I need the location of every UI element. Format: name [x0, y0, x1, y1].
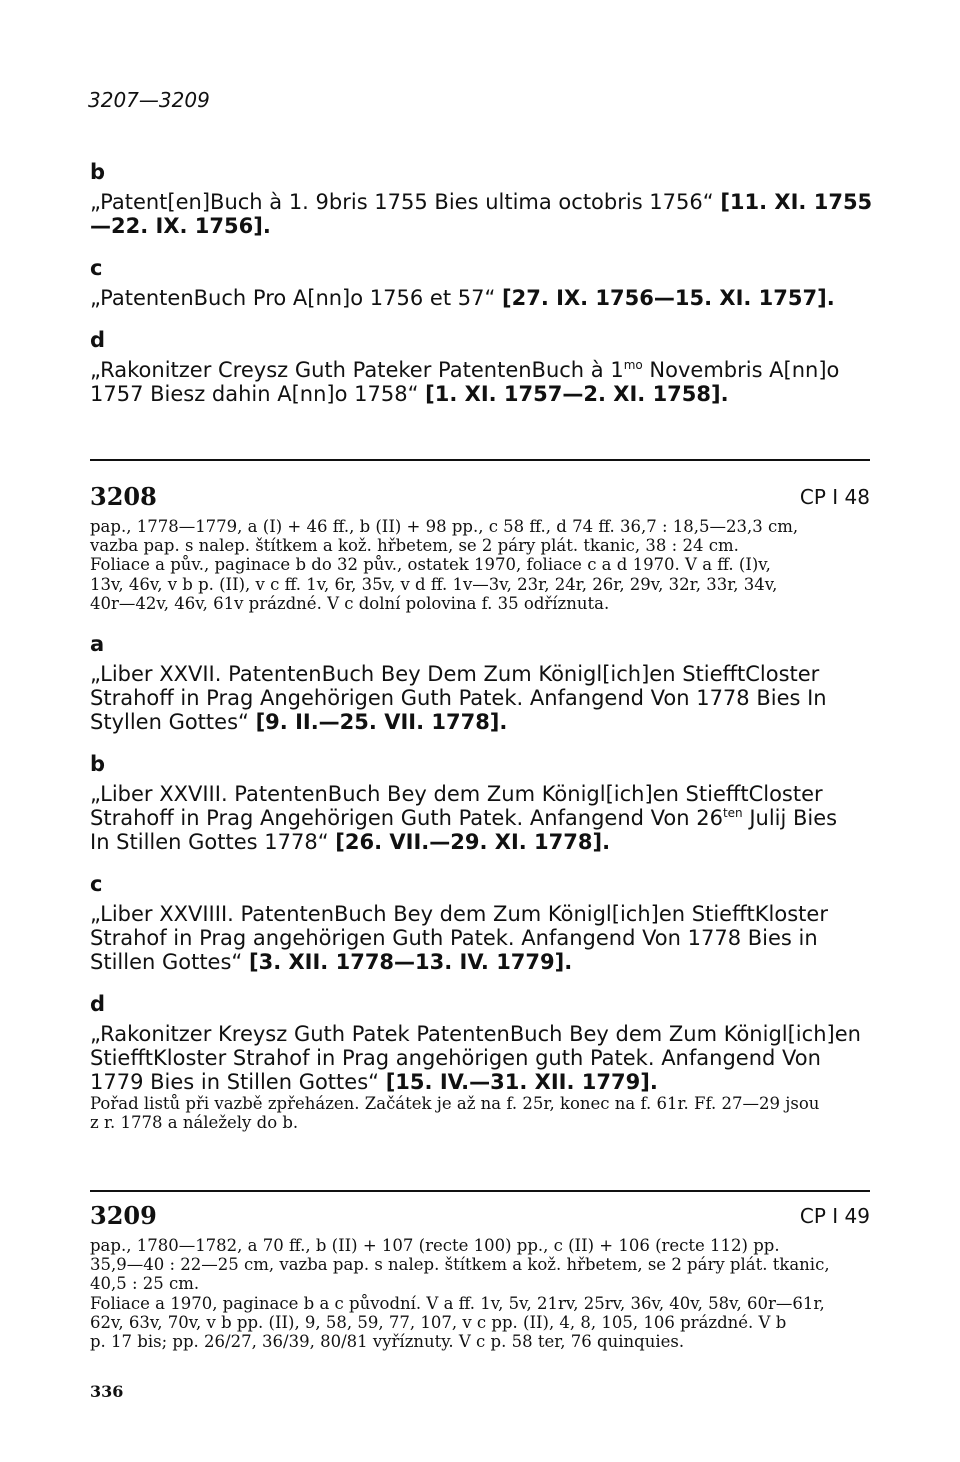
- item-siglum: d: [90, 992, 106, 1016]
- item-title-line: [90, 662, 819, 686]
- text-line: z r. 1778 a náležely do b.: [90, 1113, 299, 1133]
- item-title-line: [90, 214, 271, 238]
- date-range: [9. II.—25. VII. 1778].: [255, 710, 508, 734]
- item-title-line: [90, 902, 828, 926]
- entry-number-3208: 3208: [90, 482, 157, 511]
- date-range: [3. XII. 1778—13. IV. 1779].: [248, 950, 573, 974]
- item-title-line: [90, 806, 837, 830]
- entry-number-3209: 3209: [90, 1201, 157, 1230]
- item-siglum: b: [90, 752, 106, 776]
- title-text: In Stillen Gottes 1778“: [90, 830, 336, 854]
- running-head: 3207—3209: [88, 88, 210, 112]
- text-line: 13v, 46v, v b p. (II), v c ff. 1v, 6r, 35v, v d ff. 1v—3v, 23r, 24r, 26r, 29v, 32r, 33r, 34v,: [90, 574, 778, 594]
- text-line: Pořad listů při vazbě zpřeházen. Začátek je až na f. 25r, konec na f. 61r. Ff. 27—29 jsou: [90, 1094, 820, 1113]
- text-line: pap., 1780—1782, a 70 ff., b (II) + 107 (recte 100) pp., c (II) + 106 (recte 112) pp.: [90, 1236, 780, 1255]
- item-title-line: [90, 286, 835, 310]
- title-text: StiefftKloster Strahof in Prag angehörigen guth Patek. Anfangend Von: [90, 1046, 821, 1070]
- title-text: „Rakonitzer Creysz Guth Pateker PatentenBuch à 1: [90, 358, 624, 382]
- date-range: [15. IV.—31. XII. 1779].: [385, 1070, 658, 1094]
- item-siglum: c: [90, 256, 103, 280]
- title-text: 1757 Biesz dahin A[nn]o 1758“: [90, 382, 426, 406]
- item-title-line: [90, 1022, 861, 1046]
- date-range: [26. VII.—29. XI. 1778].: [335, 830, 611, 854]
- date-range: —22. IX. 1756].: [90, 214, 271, 238]
- section-divider: [90, 459, 870, 461]
- title-text: Stillen Gottes“: [90, 950, 249, 974]
- title-text: „Liber XXVIIII. PatentenBuch Bey dem Zum Königl[ich]en StiefftKloster: [90, 902, 828, 926]
- item-title-line: [90, 1046, 821, 1070]
- item-siglum: d: [90, 328, 106, 352]
- item-title-line: [90, 926, 818, 950]
- superscript: ten: [722, 806, 743, 820]
- title-text: 1779 Bies in Stillen Gottes“: [90, 1070, 386, 1094]
- item-siglum: c: [90, 872, 103, 896]
- item-siglum: a: [90, 632, 105, 656]
- text-line: Foliace a pův., paginace b do 32 pův., ostatek 1970, foliace c a d 1970. V a ff. (I)v,: [90, 555, 771, 575]
- item-title-line: [90, 710, 507, 734]
- item-title-line: [90, 782, 823, 806]
- title-text: Strahof in Prag angehörigen Guth Patek. Anfangend Von 1778 Bies in: [90, 926, 818, 950]
- title-text: „Patent[en]Buch à 1. 9bris 1755 Bies ultima octobris 1756“: [90, 190, 721, 214]
- text-line: p. 17 bis; pp. 26/27, 36/39, 80/81 vyříznuty. V c p. 58 ter, 76 quinquies.: [90, 1332, 685, 1351]
- title-text: „Liber XXVII. PatentenBuch Bey Dem Zum Königl[ich]en StiefftCloster: [90, 662, 820, 686]
- date-range: [27. IX. 1756—15. XI. 1757].: [502, 286, 835, 310]
- item-title-line: [90, 190, 872, 214]
- text-line: 40,5 : 25 cm.: [90, 1274, 200, 1294]
- title-text: Styllen Gottes“: [90, 710, 256, 734]
- text-line: 35,9—40 : 22—25 cm, vazba pap. s nalep. štítkem a kož. hřbetem, se 2 páry plát. tkanic,: [90, 1255, 830, 1275]
- page-number: 336: [90, 1382, 124, 1401]
- superscript: mo: [623, 358, 643, 372]
- item-title-line: [90, 382, 729, 406]
- section-divider: [90, 1190, 870, 1192]
- title-text: „Rakonitzer Kreysz Guth Patek PatentenBuch Bey dem Zum Königl[ich]en: [90, 1022, 861, 1046]
- title-text: „Liber XXVIII. PatentenBuch Bey dem Zum Königl[ich]en StiefftCloster: [90, 782, 823, 806]
- title-text: Julij Bies: [742, 806, 838, 830]
- text-line: vazba pap. s nalep. štítkem a kož. hřbetem, se 2 páry plát. tkanic, 38 : 24 cm.: [90, 536, 739, 556]
- date-range: [1. XI. 1757—2. XI. 1758].: [425, 382, 729, 406]
- text-line: 40r—42v, 46v, 61v prázdné. V c dolní polovina f. 35 odříznuta.: [90, 593, 610, 613]
- title-text: Strahoff in Prag Angehörigen Guth Patek. Anfangend Von 26: [90, 806, 723, 830]
- shelfmark-3209: CP I 49: [799, 1204, 870, 1228]
- text-line: 62v, 63v, 70v, v b pp. (II), 9, 58, 59, 77, 107, v c pp. (II), 4, 8, 105, 106 prázdné. V b: [90, 1312, 787, 1332]
- title-text: Novembris A[nn]o: [642, 358, 840, 382]
- item-title-line: [90, 686, 827, 710]
- shelfmark-3208: CP I 48: [799, 485, 870, 509]
- text-line: pap., 1778—1779, a (I) + 46 ff., b (II) + 98 pp., c 58 ff., d 74 ff. 36,7 : 18,5—23,3 cm,: [90, 517, 799, 536]
- item-title-line: [90, 950, 572, 974]
- item-title-line: [90, 358, 839, 382]
- title-text: Strahoff in Prag Angehörigen Guth Patek. Anfangend Von 1778 Bies In: [90, 686, 827, 710]
- date-range: [11. XI. 1755: [720, 190, 873, 214]
- title-text: „PatentenBuch Pro A[nn]o 1756 et 57“: [90, 286, 503, 310]
- item-siglum: b: [90, 160, 106, 184]
- text-line: Foliace a 1970, paginace b a c původní. V a ff. 1v, 5v, 21rv, 25rv, 36v, 40v, 58v, 60r—61r,: [90, 1293, 825, 1313]
- item-title-line: [90, 1070, 658, 1094]
- item-title-line: [90, 830, 610, 854]
